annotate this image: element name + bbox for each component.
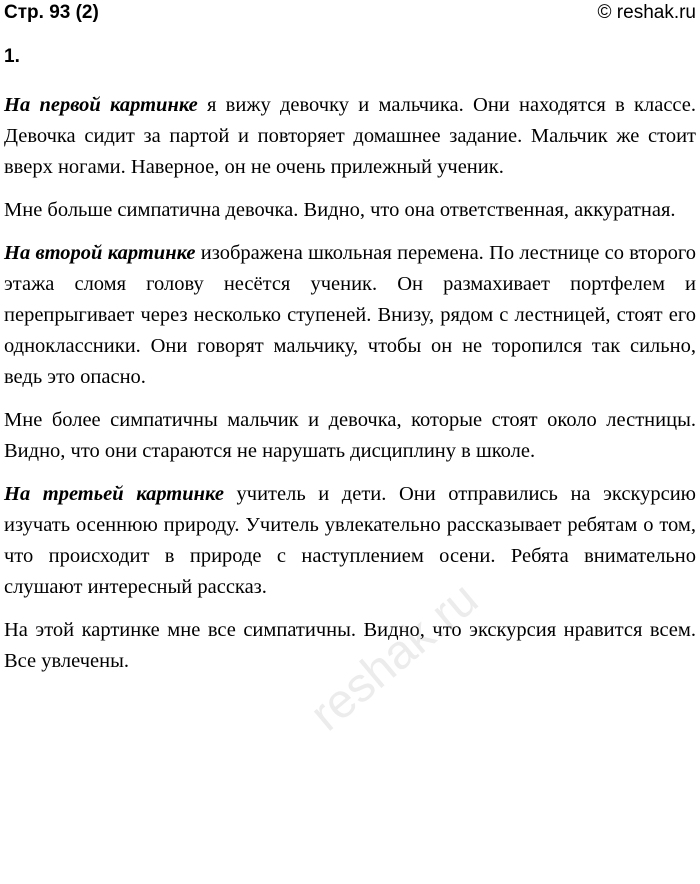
paragraph-third-picture <box>4 479 696 603</box>
paragraph-body: я вижу девочку и мальчика. Они находятся в классе. Девочка сидит за партой и повторяет домашнее задание. Мальчик же стоит вверх ногами. Наверное, он не очень прилежный ученик. <box>4 94 696 178</box>
paragraph-lead: На первой картинке <box>4 94 198 116</box>
paragraph-third-opinion <box>4 615 696 677</box>
paragraph-lead: На второй картинке <box>4 242 196 264</box>
site-copyright-label: © reshak.ru <box>597 2 696 23</box>
paragraph-body: Мне более симпатичны мальчик и девочка, которые стоят около лестницы. Видно, что они стараются не нарушать дисциплину в школе. <box>4 409 696 462</box>
paragraph-body: Мне больше симпатична девочка. Видно, что она ответственная, аккуратная. <box>4 199 676 221</box>
page-header <box>4 0 696 26</box>
answer-text <box>4 90 696 689</box>
watermark: reshak.ru <box>300 572 488 742</box>
paragraph-lead: На третьей картинке <box>4 483 224 505</box>
page-number-label: Стр. 93 (2) <box>4 2 99 23</box>
paragraph-second-opinion <box>4 405 696 467</box>
task-number: 1. <box>4 46 20 67</box>
paragraph-first-picture <box>4 90 696 183</box>
paragraph-body: На этой картинке мне все симпатичны. Видно, что экскурсия нравится всем. Все увлечены. <box>4 619 696 672</box>
paragraph-body: изображена школьная перемена. По лестнице со второго этажа сломя голову несётся ученик. Он размахивает портфелем и перепрыгивает через несколько ступеней. Внизу, рядом с лестницей, стоят его одноклассники. Они говорят мальчику, чтобы он не торопился так сильно, ведь это опасно. <box>4 242 696 388</box>
paragraph-body: учитель и дети. Они отправились на экскурсию изучать осеннюю природу. Учитель увлекательно рассказывает ребятам о том, что происходит в природе с наступлением осени. Ребята внимательно слушают интересный рассказ. <box>4 483 696 598</box>
paragraph-second-picture <box>4 238 696 393</box>
paragraph-first-opinion <box>4 195 696 226</box>
